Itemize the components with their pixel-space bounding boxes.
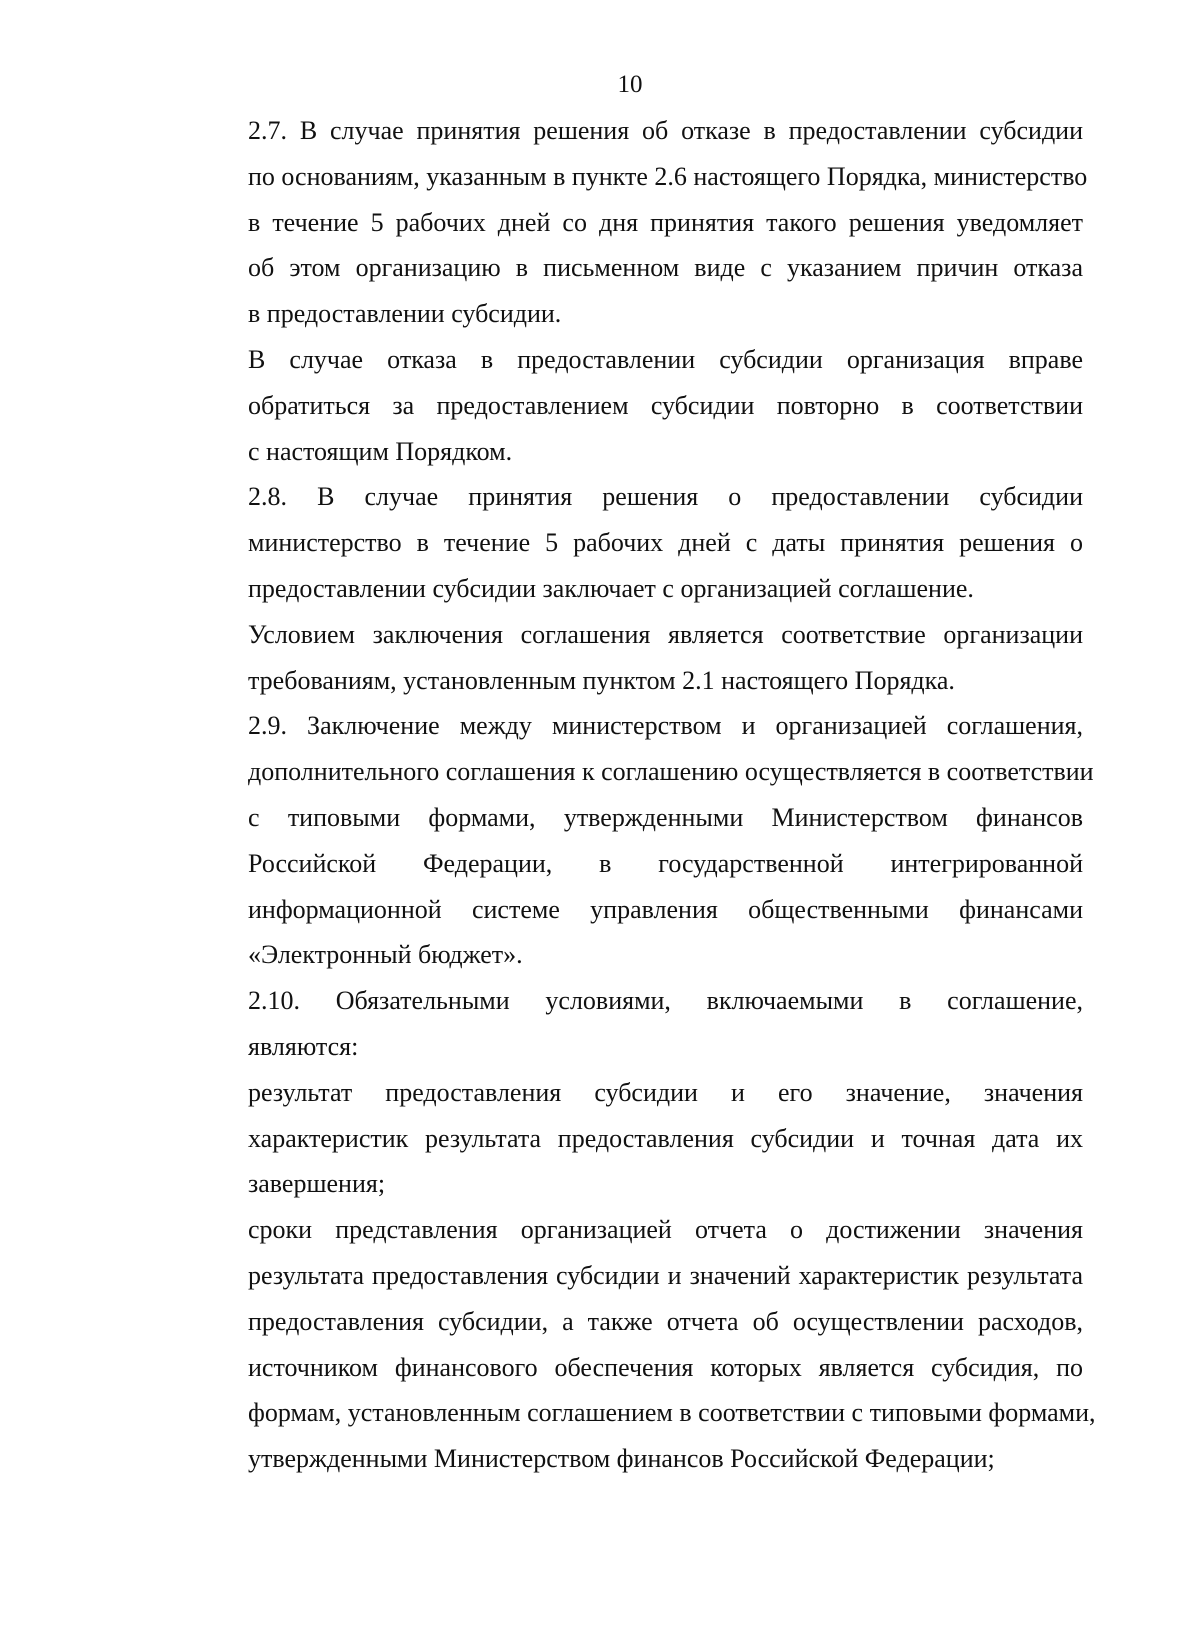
text-line: Российской Федерации, в государственной интегрированной: [248, 848, 1083, 878]
document-body: [178, 108, 1096, 1482]
text-line: в течение 5 рабочих дней со дня принятия такого решения уведомляет: [248, 207, 1083, 237]
text-line: обратиться за предоставлением субсидии повторно в соответствии: [248, 390, 1083, 420]
paragraph-2-9: [178, 703, 1094, 978]
text-line: источником финансового обеспечения которых является субсидия, по: [248, 1352, 1083, 1382]
text-line: 2.10. Обязательными условиями, включаемыми в соглашение,: [248, 986, 1083, 1016]
text-line: с типовыми формами, утвержденными Министерством финансов: [248, 802, 1083, 832]
text-line: характеристик результата предоставления субсидии и точная дата их: [248, 1123, 1083, 1153]
text-line: требованиям, установленным пунктом 2.1 настоящего Порядка.: [248, 665, 955, 695]
text-line: результат предоставления субсидии и его значение, значения: [248, 1077, 1083, 1107]
text-line: предоставления субсидии, а также отчета об осуществлении расходов,: [248, 1306, 1083, 1336]
text-line: с настоящим Порядком.: [248, 436, 513, 466]
text-line: Условием заключения соглашения является соответствие организации: [248, 619, 1083, 649]
paragraph-condition: [178, 612, 1083, 704]
text-line: 2.8. В случае принятия решения о предоставлении субсидии: [248, 482, 1083, 512]
text-line: завершения;: [248, 1169, 386, 1199]
text-line: предоставлении субсидии заключает с организацией соглашение.: [248, 573, 974, 603]
text-line: «Электронный бюджет».: [248, 940, 523, 970]
text-line: утвержденными Министерством финансов Российской Федерации;: [248, 1444, 995, 1474]
text-line: министерство в течение 5 рабочих дней с даты принятия решения о: [248, 528, 1083, 558]
text-line: дополнительного соглашения к соглашению осуществляется в соответствии: [248, 757, 1094, 787]
paragraph-refusal: [178, 337, 1083, 474]
text-line: формам, установленным соглашением в соответствии с типовыми формами,: [248, 1398, 1096, 1428]
page-number: 10: [617, 71, 643, 98]
paragraph-2-8: [178, 474, 1083, 611]
paragraph-report-deadlines: [178, 1207, 1096, 1482]
text-line: по основаниям, указанным в пункте 2.6 настоящего Порядка, министерство: [248, 161, 1088, 191]
text-line: информационной системе управления общественными финансами: [248, 894, 1083, 924]
text-line: 2.9. Заключение между министерством и организацией соглашения,: [248, 711, 1083, 741]
text-line: сроки представления организацией отчета о достижении значения: [248, 1215, 1083, 1245]
text-line: об этом организацию в письменном виде с указанием причин отказа: [248, 253, 1083, 283]
text-line: В случае отказа в предоставлении субсидии организация вправе: [248, 344, 1083, 374]
text-line: в предоставлении субсидии.: [248, 299, 562, 329]
text-line: 2.7. В случае принятия решения об отказе в предоставлении субсидии: [248, 116, 1083, 145]
paragraph-2-10: [178, 978, 1083, 1070]
text-line: являются:: [248, 1031, 359, 1061]
paragraph-result: [178, 1070, 1083, 1207]
paragraph-2-7: [178, 108, 1088, 337]
text-line: результата предоставления субсидии и значений характеристик результата: [248, 1260, 1083, 1290]
